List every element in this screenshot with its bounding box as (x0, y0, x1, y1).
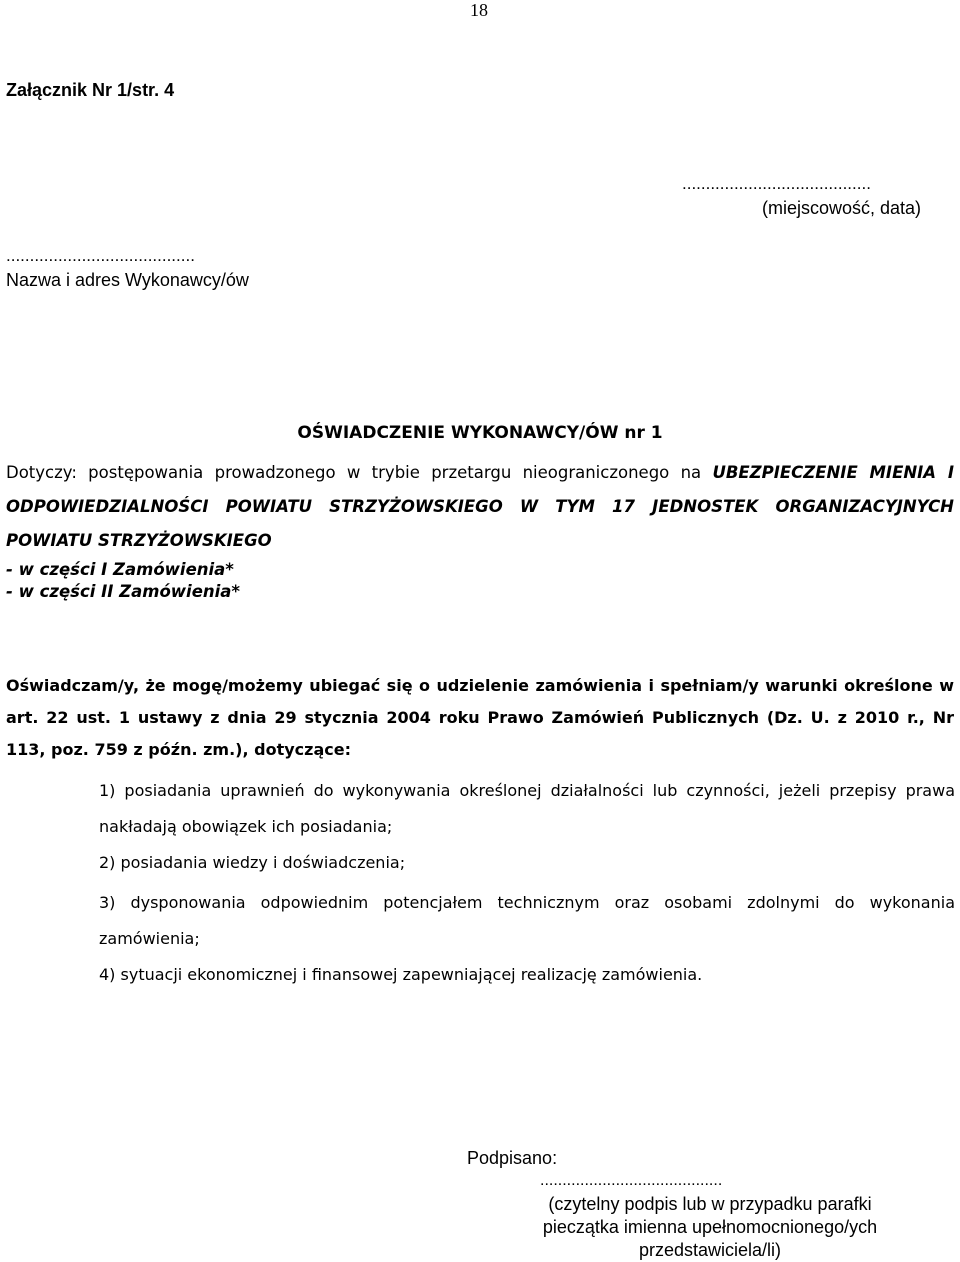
annex-header: Załącznik Nr 1/str. 4 (6, 80, 175, 100)
condition-item: 1) posiadania uprawnień do wykonywania określonej działalności lub czynności, jeżeli przepisy prawa nakładają obowiązek ich posiadania; (99, 781, 955, 836)
signature-note: (czytelny podpis lub w przypadku parafki pieczątka imienna upełnomocnionego/ych przedstawiciela/li) (542, 1194, 878, 1260)
place-date-label: (miejscowość, data) (762, 198, 922, 218)
subject-paragraph (6, 456, 954, 558)
part-1-line: - w części I Zamówienia* (6, 560, 234, 579)
subject-prefix: Dotyczy: postępowania prowadzonego w trybie przetargu nieograniczonego na (6, 463, 713, 482)
condition-item: 2) posiadania wiedzy i doświadczenia; (99, 853, 406, 872)
page-number: 18 (470, 0, 488, 20)
part-2-line: - w części II Zamówienia* (6, 582, 241, 601)
contractor-label: Nazwa i adres Wykonawcy/ów (6, 270, 249, 290)
contractor-dots: ........................................ (6, 246, 195, 265)
document-title: OŚWIADCZENIE WYKONAWCY/ÓW nr 1 (297, 423, 663, 443)
condition-item: 3) dysponowania odpowiednim potencjałem technicznym oraz osobami zdolnymi do wykonania zamówienia; (99, 893, 955, 948)
declaration-paragraph: Oświadczam/y, że mogę/możemy ubiegać się o udzielenie zamówienia i spełniam/y warunki określone w art. 22 ust. 1 ustawy z dnia 29 stycznia 2004 roku Prawo Zamówień Publicznych (Dz. U. z 2010 r., Nr 113, poz. 759 z późn. zm.), dotyczące: (6, 676, 954, 759)
subject-highlight: UBEZPIECZENIE MIENIA I ODPOWIEDZIALNOŚCI POWIATU STRZYŻOWSKIEGO W TYM 17 JEDNOSTEK ORGANIZACYJNYCH POWIATU STRZYŻOWSKIEGO (6, 463, 954, 550)
signed-label: Podpisano: (467, 1148, 558, 1168)
signature-dots: ......................................... (540, 1172, 723, 1189)
place-date-dots: ........................................ (682, 174, 871, 193)
condition-item: 4) sytuacji ekonomicznej i finansowej zapewniającej realizację zamówienia. (99, 965, 703, 984)
